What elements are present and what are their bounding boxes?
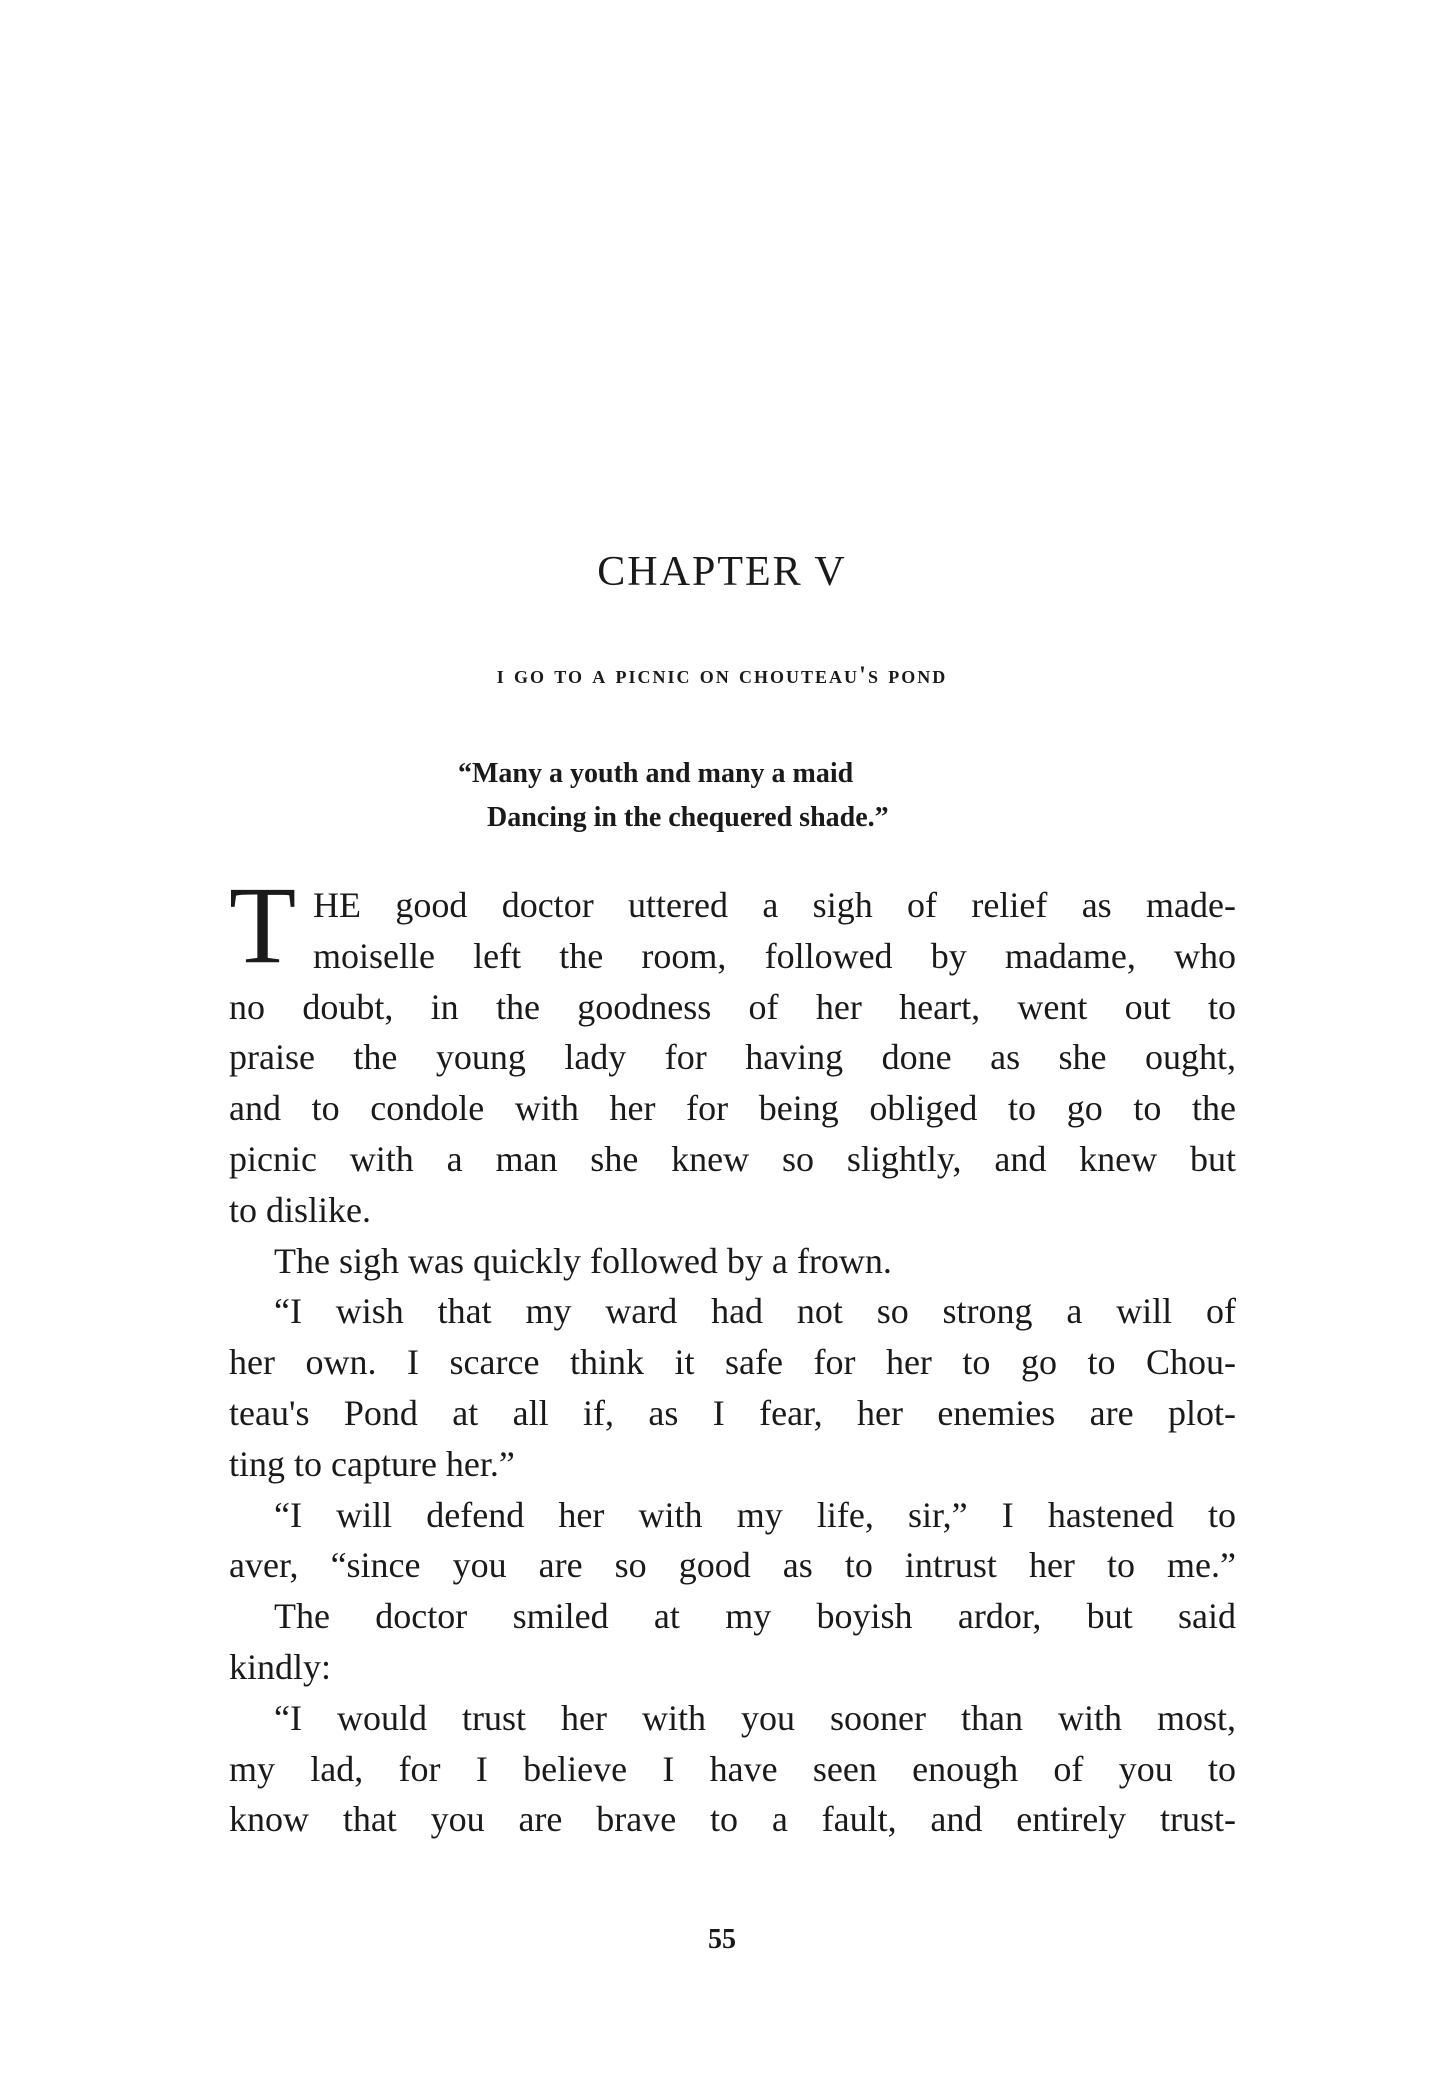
chapter-heading: CHAPTER V bbox=[597, 549, 847, 595]
epigraph-line: Dancing in the chequered shade.” bbox=[487, 802, 889, 833]
drop-cap: T bbox=[229, 864, 297, 986]
body-text bbox=[229, 864, 1236, 1845]
text-line: “I wish that my ward had not so strong a will of bbox=[274, 1291, 1236, 1332]
text-line: picnic with a man she knew so slightly, and knew but bbox=[229, 1138, 1236, 1179]
text-line: HE good doctor uttered a sigh of relief as made- bbox=[313, 885, 1236, 925]
text-line: no doubt, in the goodness of her heart, went out to bbox=[229, 986, 1236, 1027]
text-line: aver, “since you are so good as to intrust her to me.” bbox=[229, 1545, 1236, 1586]
text-line: The sigh was quickly followed by a frown. bbox=[274, 1240, 892, 1281]
text-line: praise the young lady for having done as she ought, bbox=[229, 1037, 1236, 1078]
text-line: my lad, for I believe I have seen enough of you to bbox=[229, 1748, 1236, 1789]
text-line: The doctor smiled at my boyish ardor, but said bbox=[274, 1596, 1236, 1637]
epigraph-line: “Many a youth and many a maid bbox=[458, 758, 854, 789]
page-number: 55 bbox=[708, 1924, 736, 1955]
text-line: know that you are brave to a fault, and entirely trust- bbox=[229, 1799, 1236, 1840]
text-line: moiselle left the room, followed by madame, who bbox=[313, 935, 1236, 976]
text-line: ting to capture her.” bbox=[229, 1443, 515, 1484]
epigraph bbox=[458, 752, 889, 840]
chapter-subtitle bbox=[0, 662, 1444, 690]
text-line: kindly: bbox=[229, 1646, 332, 1687]
chapter-subtitle-text: i go to a picnic on chouteau's pond bbox=[496, 662, 948, 689]
text-line: “I would trust her with you sooner than with most, bbox=[274, 1697, 1236, 1738]
text-line: her own. I scarce think it safe for her to go to Chou- bbox=[229, 1342, 1236, 1383]
text-line: to dislike. bbox=[229, 1189, 371, 1230]
text-line: teau's Pond at all if, as I fear, her enemies are plot- bbox=[229, 1392, 1236, 1433]
text-line: and to condole with her for being obliged to go to the bbox=[229, 1088, 1236, 1129]
text-line: “I will defend her with my life, sir,” I hastened to bbox=[274, 1494, 1236, 1535]
